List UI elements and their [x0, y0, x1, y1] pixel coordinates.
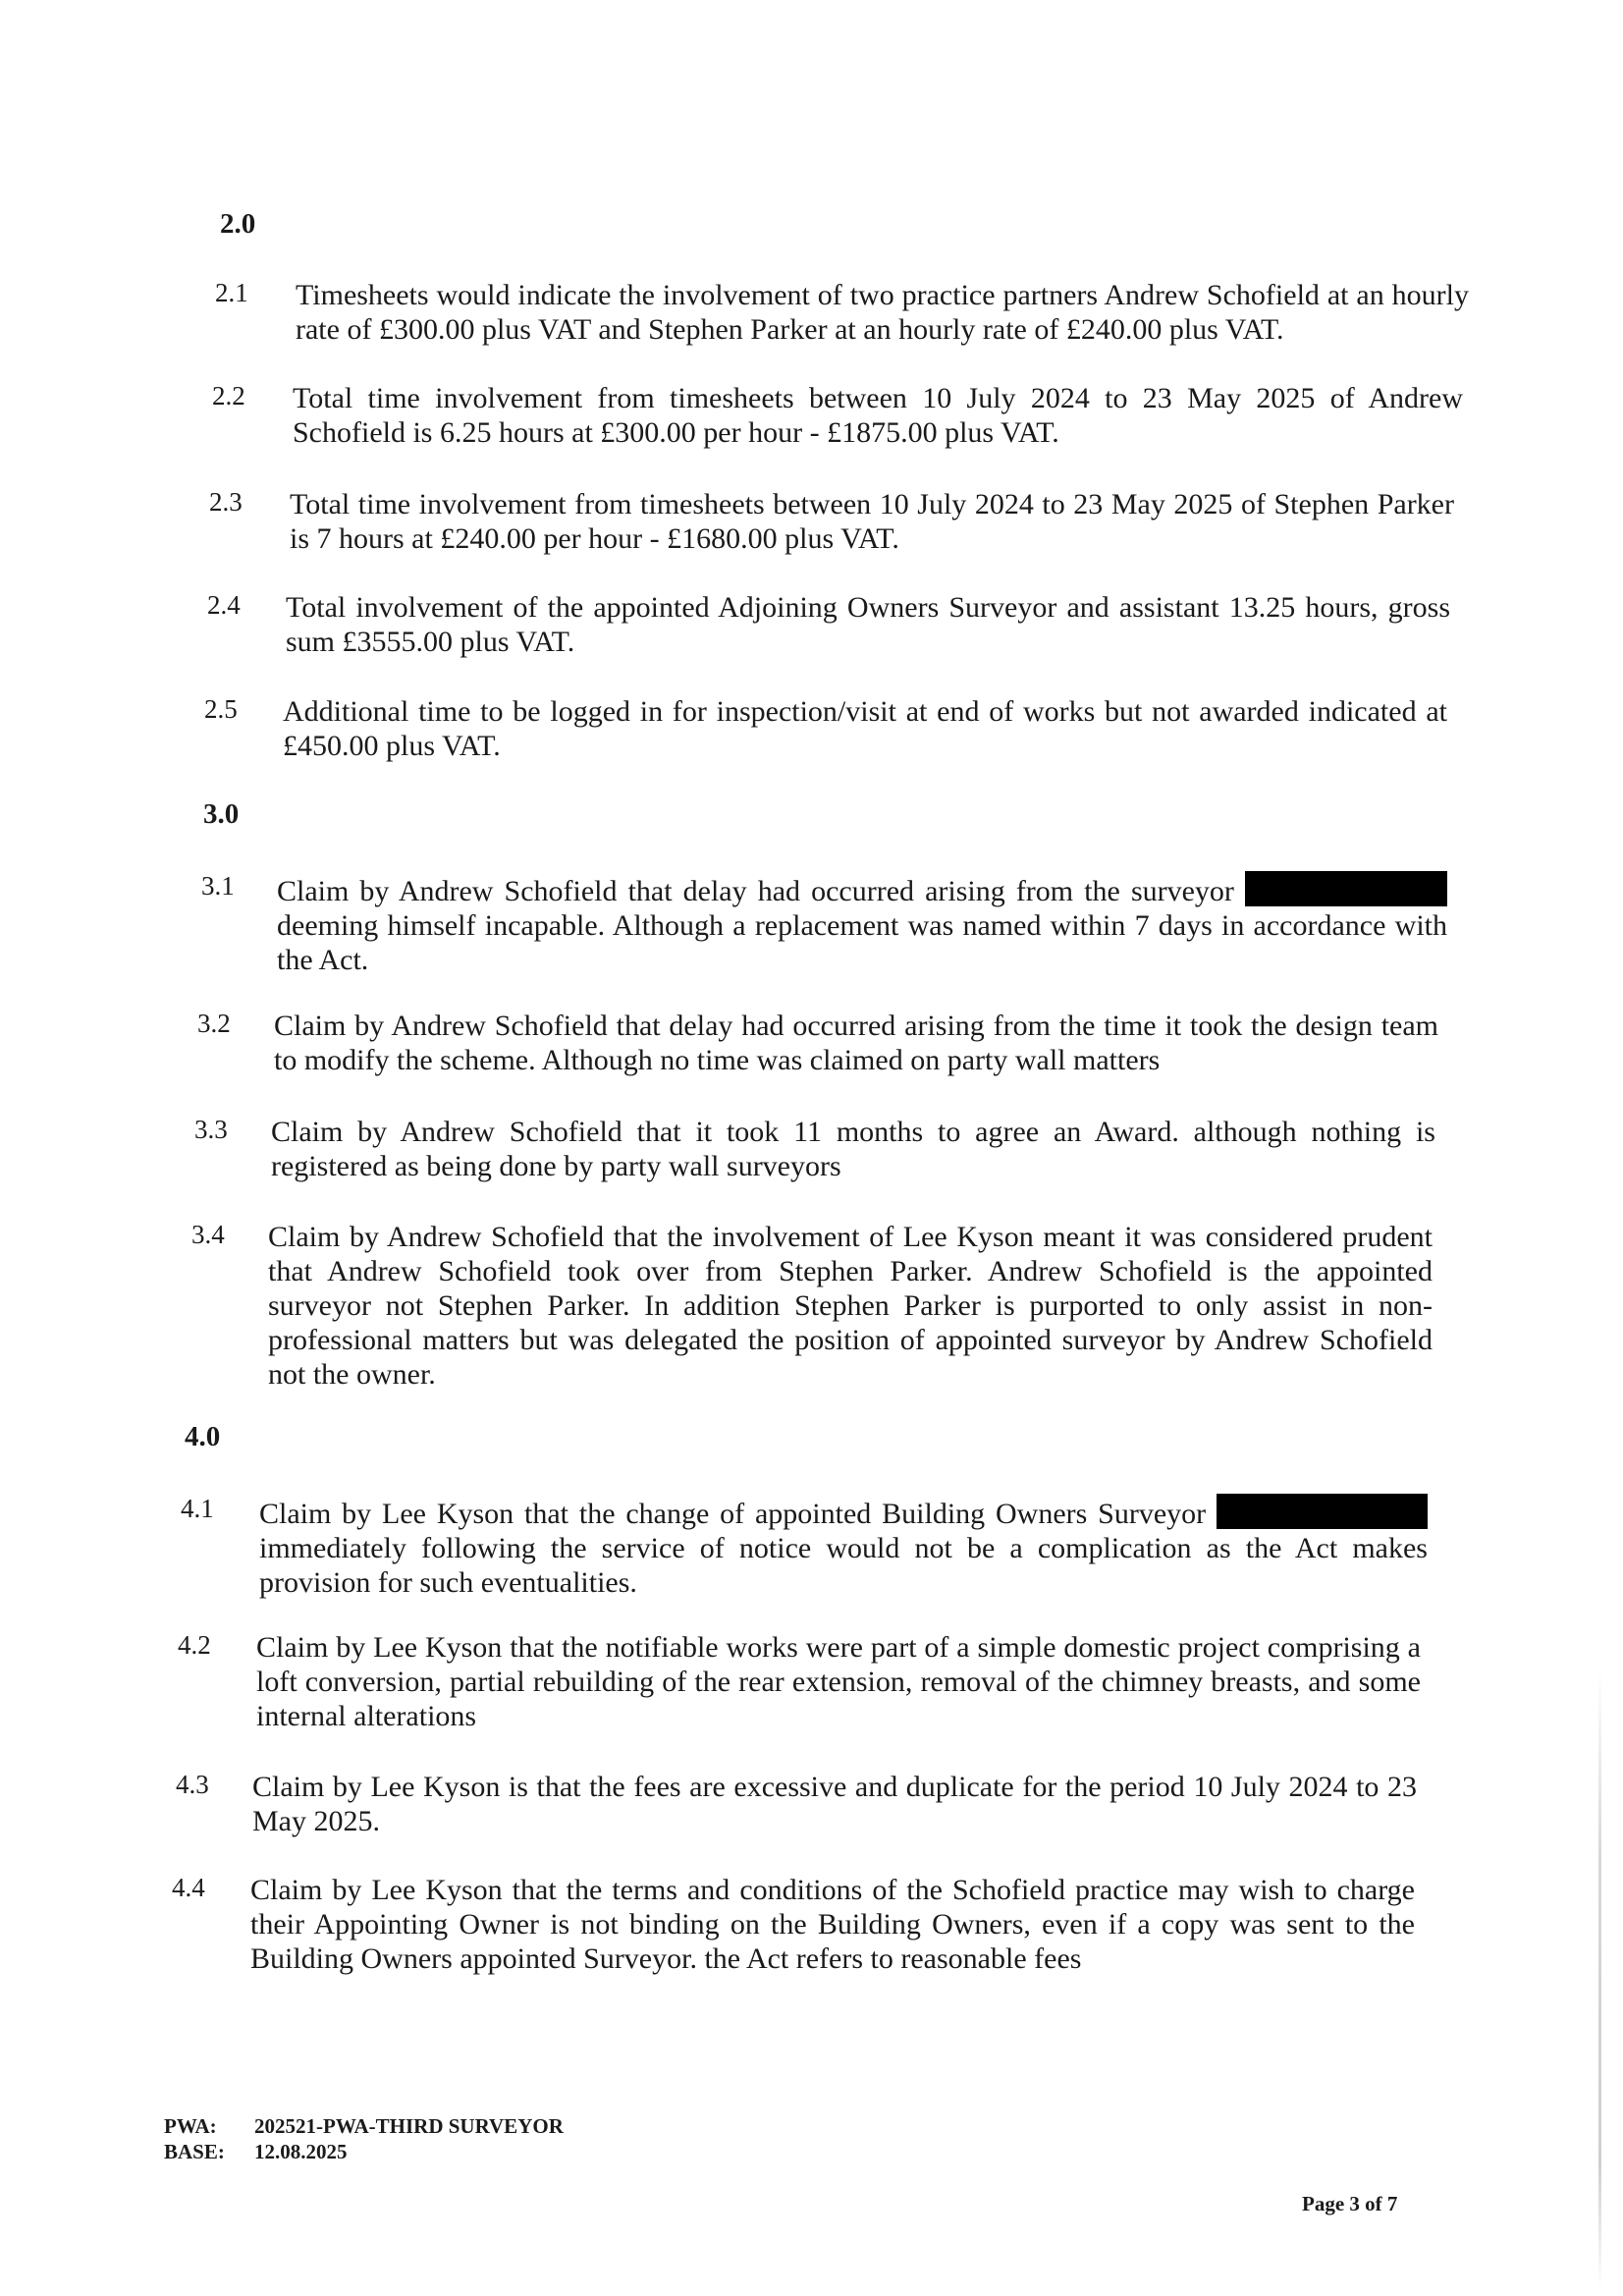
paragraph-number: 3.1: [201, 871, 235, 901]
paragraph-number: 3.3: [194, 1115, 228, 1144]
paragraph-text: Claim by Lee Kyson that the notifiable works were part of a simple domestic project comprising a loft conversion, partial rebuilding of the rear extension, removal of the chimney breasts, and some internal alterations: [256, 1631, 1421, 1732]
paragraph-text: Claim by Andrew Schofield that it took 11 months to agree an Award. although nothing is registered as being done by party wall surveyors: [271, 1116, 1435, 1182]
paragraph-text: Additional time to be logged in for inspection/visit at end of works but not awarded indicated at £450.00 plus VAT.: [283, 695, 1447, 762]
paragraph-number: 3.2: [197, 1009, 231, 1038]
scan-edge-shadow: [1598, 1669, 1601, 2288]
paragraph-number: 2.1: [215, 278, 248, 307]
section-heading-3: 3.0: [203, 798, 240, 830]
paragraph-number: 4.4: [172, 1873, 205, 1902]
paragraph-number: 2.3: [209, 487, 243, 517]
paragraph-text: Claim by Andrew Schofield that delay had occurred arising from the time it took the design team to modify the scheme. Although no time was claimed on party wall matters: [274, 1010, 1438, 1076]
paragraph-text-part: Claim by Lee Kyson that the change of appointed Building Owners Surveyor: [259, 1498, 1207, 1530]
paragraph-text-part: deeming himself incapable. Although a replacement was named within 7 days in accordance with the Act.: [277, 909, 1447, 976]
paragraph-text: Total time involvement from timesheets between 10 July 2024 to 23 May 2025 of Stephen Parker is 7 hours at £240.00 per hour - £1680.00 plus VAT.: [290, 488, 1454, 555]
paragraph-text: [277, 871, 1447, 977]
paragraph-text: Claim by Andrew Schofield that the involvement of Lee Kyson meant it was considered prudent that Andrew Schofield took over from Stephen Parker. Andrew Schofield is the appointed surveyor not Stephen Parker. In addition Stephen Parker is purported to only assist in non-professional matters but was delegated the position of appointed surveyor by Andrew Schofield not the owner.: [268, 1221, 1433, 1391]
paragraph-text: Total time involvement from timesheets between 10 July 2024 to 23 May 2025 of Andrew Schofield is 6.25 hours at £300.00 per hour - £1875.00 plus VAT.: [293, 382, 1463, 449]
paragraph-text: [259, 1494, 1428, 1600]
paragraph-number: 4.2: [178, 1630, 211, 1660]
document-reference: [164, 2113, 564, 2164]
paragraph-number: 4.3: [176, 1770, 209, 1799]
pwa-value: 202521-PWA-THIRD SURVEYOR: [254, 2114, 564, 2138]
paragraph-number: 2.2: [212, 381, 245, 410]
paragraph-text-part: immediately following the service of notice would not be a complication as the Act makes provision for such eventualities.: [259, 1532, 1428, 1599]
redaction-block: [1217, 1494, 1428, 1529]
base-label: BASE:: [164, 2140, 225, 2163]
section-heading-2: 2.0: [220, 208, 256, 240]
pwa-label: PWA:: [164, 2114, 217, 2138]
paragraph-number: 2.4: [207, 590, 241, 620]
base-row: [164, 2139, 564, 2164]
paragraph-number: 4.1: [181, 1494, 214, 1523]
paragraph-text: Claim by Lee Kyson is that the fees are excessive and duplicate for the period 10 July 2024 to 23 May 2025.: [252, 1771, 1417, 1837]
section-heading-4: 4.0: [185, 1421, 221, 1452]
paragraph-text: Total involvement of the appointed Adjoining Owners Surveyor and assistant 13.25 hours, gross sum £3555.00 plus VAT.: [286, 591, 1450, 658]
paragraph-text: Timesheets would indicate the involvement of two practice partners Andrew Schofield at an hourly rate of £300.00 plus VAT and Stephen Parker at an hourly rate of £240.00 plus VAT.: [296, 279, 1469, 346]
paragraph-text-part: Claim by Andrew Schofield that delay had occurred arising from the surveyor: [277, 875, 1234, 907]
page-number: Page 3 of 7: [1302, 2192, 1398, 2215]
paragraph-number: 3.4: [191, 1220, 225, 1249]
redaction-block: [1245, 871, 1447, 906]
pwa-row: [164, 2113, 564, 2139]
paragraph-text: Claim by Lee Kyson that the terms and conditions of the Schofield practice may wish to charge their Appointing Owner is not binding on the Building Owners, even if a copy was sent to the Building Owners appointed Surveyor. the Act refers to reasonable fees: [250, 1874, 1415, 1975]
paragraph-number: 2.5: [204, 694, 238, 724]
base-value: 12.08.2025: [254, 2140, 348, 2163]
